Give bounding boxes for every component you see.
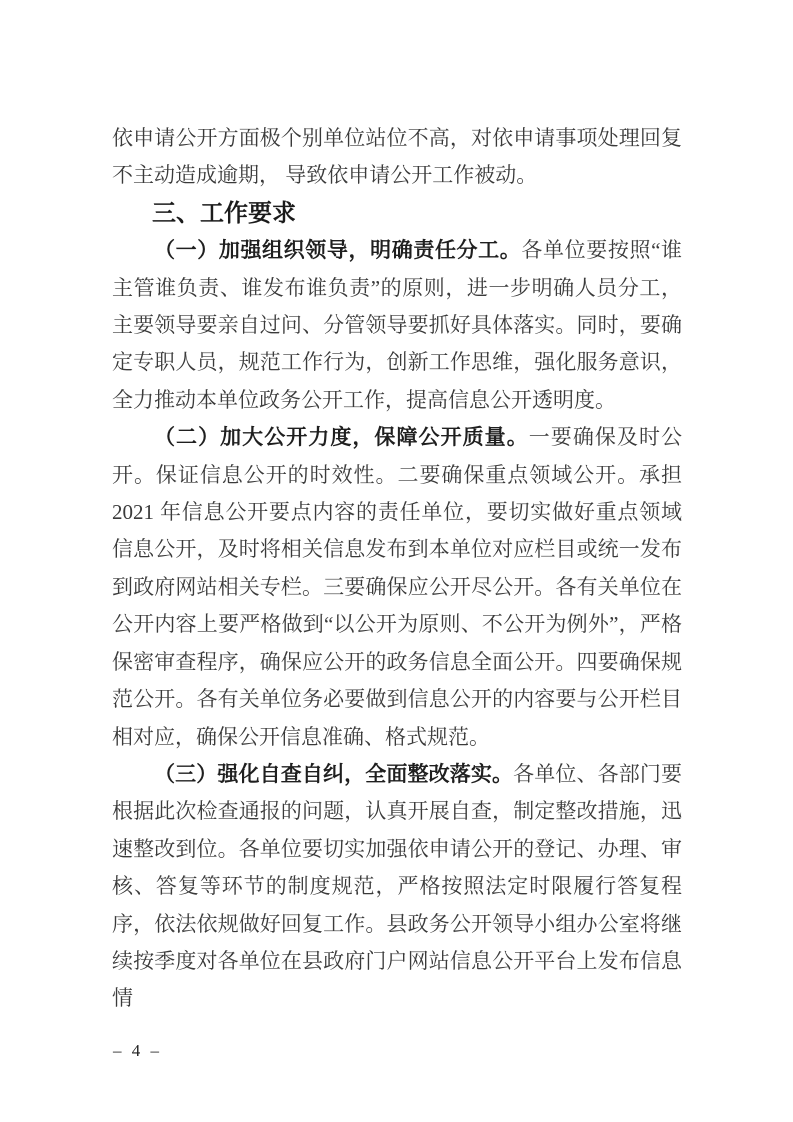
paragraph-lead: （三）强化自查自纠，全面整改落实。 <box>154 761 514 786</box>
paragraph-item-3 <box>112 756 682 1018</box>
paragraph-text: 各单位要按照“谁主管谁负责、谁发布谁负责”的原则，进一步明确人员分工，主要领导要亲自过问、分管领导要抓好具体落实。同时，要确定专职人员，规范工作行为，创新工作思维，强化服务意识，全力推动本单位政务公开工作，提高信息公开透明度。 <box>112 238 683 412</box>
paragraph-lead: （二）加大公开力度，保障公开质量。 <box>154 425 529 450</box>
paragraph-text: 依申请公开方面极个别单位站位不高，对依申请事项处理回复不主动造成逾期， 导致依申请公开工作被动。 <box>112 126 682 188</box>
paragraph-text: 一要确保及时公开。保证信息公开的时效性。二要确保重点领域公开。承担 2021 年信息公开要点内容的责任单位，要切实做好重点领域信息公开，及时将相关信息发布到本单位对应栏目或统一发布到政府网站相关专栏。三要确保应公开尽公开。各有关单位在公开内容上要严格做到“以公开为原则、不公开为例外”，严格保密审查程序，确保应公开的政务信息全面公开。四要确保规范公开。各有关单位务必要做到信息公开的内容要与公开栏目相对应，确保公开信息准确、格式规范。 <box>112 425 683 749</box>
document-body <box>112 120 682 1018</box>
paragraph-text: 各单位、各部门要根据此次检查通报的问题，认真开展自查，制定整改措施，迅速整改到位。各单位要切实加强依申请公开的登记、办理、审核、答复等环节的制度规范，严格按照法定时限履行答复程序，依法依规做好回复工作。县政务公开领导小组办公室将继续按季度对各单位在县政府门户网站信息公开平台上发布信息情 <box>112 761 682 1011</box>
heading-text: 三、工作要求 <box>152 199 296 227</box>
paragraph-lead: （一）加强组织领导，明确责任分工。 <box>154 238 522 263</box>
section-heading <box>112 195 682 232</box>
page-number: – 4 – <box>113 1041 162 1060</box>
paragraph-item-2 <box>112 419 682 756</box>
paragraph-item-1 <box>112 232 682 419</box>
paragraph-continuation <box>112 120 682 195</box>
